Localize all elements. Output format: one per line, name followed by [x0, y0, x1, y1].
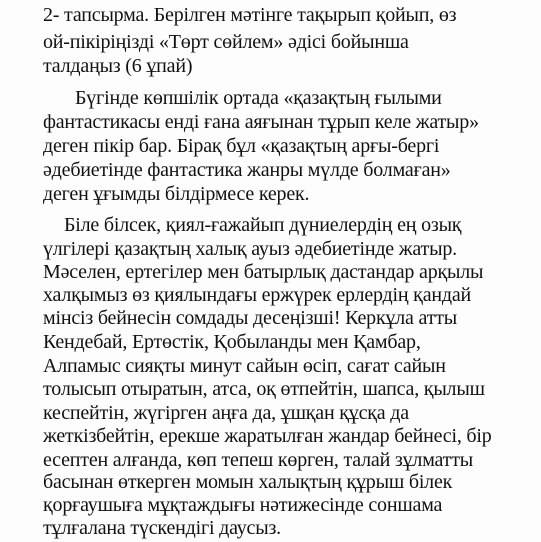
task-line-1: 2- тапсырма. Берілген мәтінге тақырып қойып, өз [43, 4, 457, 26]
p2-line-5: мінсіз бейнесін сомдады десеңізші! Керкұла атты [43, 307, 458, 330]
p2-line-7: Алпамыс сияқты минут сайын өсіп, сағат сайын [43, 354, 446, 377]
p1-line-1: Бүгінде көпшілік ортада «қазақтың ғылыми [75, 86, 442, 109]
p2-line-10: жеткізбейтін, ерекше жаратылған жандар бейнесі, бір [43, 424, 492, 447]
p1-line-3: деген пікір бар. Бірақ бұл «қазақтың арғы-бергі [43, 135, 440, 158]
p2-line-3: Мәселен, ертегілер мен батырлық дастандар арқылы [43, 261, 484, 284]
p2-line-6: Кендебай, Ертөстік, Қобыланды мен Қамбар, [43, 330, 421, 353]
p2-line-2: үлгілері қазақтың халық ауыз әдебиетінде жатыр. [43, 237, 457, 260]
p2-line-8: толысып отыратын, атса, оқ өтпейтін, шапса, қылыш [43, 378, 485, 401]
task-line-3: талдаңыз (6 ұпай) [43, 55, 193, 78]
p2-line-13: қорғаушыға мұқтаждығы нәтижесінде соншама [43, 494, 443, 517]
p2-line-9: кеспейтін, жүгірген аңға да, ұшқан құсқа да [43, 402, 409, 425]
p1-line-4: әдебиетінде фантастика жанры мүлде болмаған» [43, 158, 451, 181]
p1-line-5: деген ұғымды білдірмесе керек. [43, 182, 310, 205]
task-line-2: ой-пікіріңізді «Төрт сөйлем» әдісі бойынша [43, 30, 409, 53]
p2-line-12: басынан өткерген момын халықтың құрыш білек [43, 471, 453, 494]
p2-line-14: тұлғалана түскендігі даусыз. [43, 517, 281, 539]
p2-line-1: Біле білсек, қиял-ғажайып дүниелердің ең озық [64, 213, 462, 236]
p1-line-2: фантастикасы енді ғана аяғынан тұрып келе жатыр» [43, 111, 479, 134]
p2-line-4: халқымыз өз қиялындағы ержүрек ерлердің қандай [43, 284, 472, 307]
p2-line-11: есептен алғанда, көп тепеш көрген, талай зұлматты [43, 448, 473, 471]
